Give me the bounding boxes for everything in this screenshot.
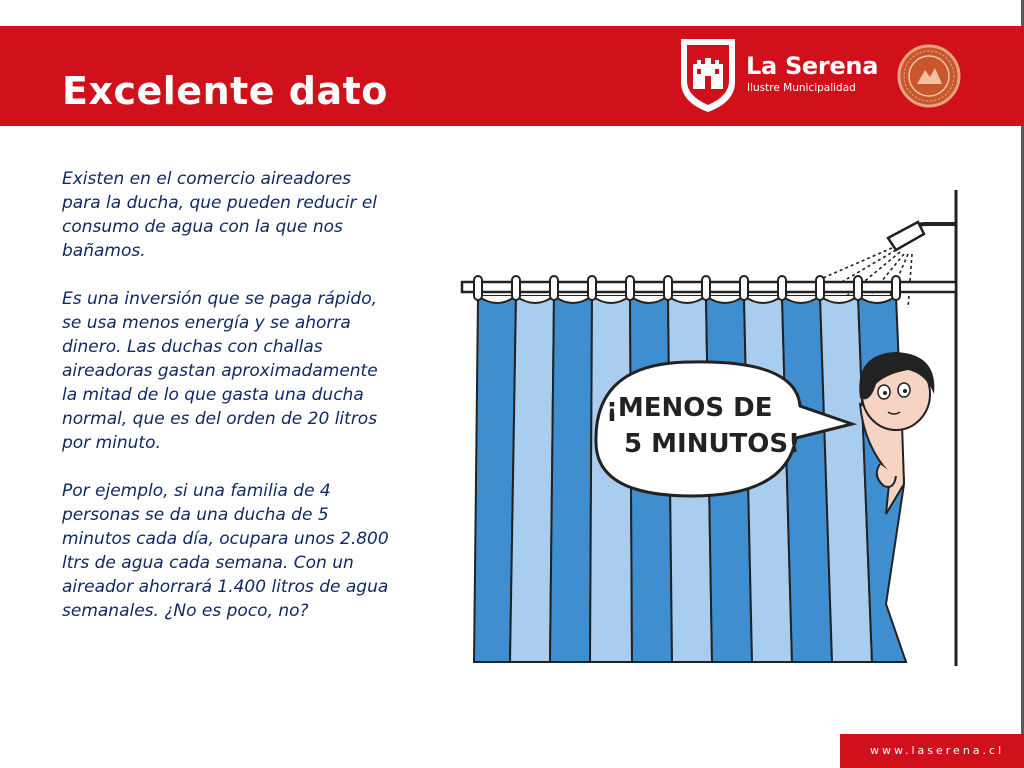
brand-subtitle: Ilustre Municipalidad xyxy=(747,82,856,94)
bubble-text-line2: 5 MINUTOS! xyxy=(624,429,800,459)
paragraph-ejemplo: Por ejemplo, si una familia de 4 personas se da una ducha de 5 minutos cada día, ocupara unos 2.800 ltrs de agua cada semana. Con un aireador ahorrará 1.400 litros de agua semanales. ¿No es poco, no? xyxy=(62,481,389,621)
bubble-text-line1: ¡MENOS DE xyxy=(606,393,773,423)
body-text xyxy=(62,167,392,647)
castle-shield-icon xyxy=(678,36,738,114)
footer-url: www.laserena.cl xyxy=(870,744,1005,757)
page-title: Excelente dato xyxy=(62,69,388,113)
municipal-seal-icon xyxy=(897,44,961,108)
paragraph-inversion: Es una inversión que se paga rápido, se usa menos energía y se ahorra dinero. Las duchas con challas aireadoras gastan aproximadamente la mitad de lo que gasta una ducha normal, que es del orden de 20 litros por minuto. xyxy=(62,289,378,453)
paragraph-aireadores: Existen en el comercio aireadores para la ducha, que pueden reducir el consumo de agua con la que nos bañamos. xyxy=(62,169,378,261)
brand-name: La Serena xyxy=(746,52,879,80)
shower-curtain-illustration xyxy=(456,184,966,670)
